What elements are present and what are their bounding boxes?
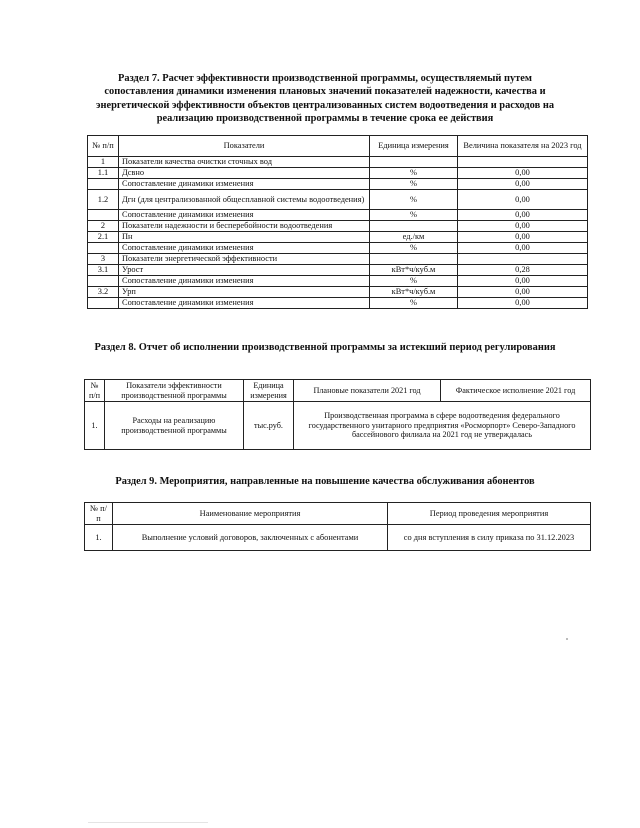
row-unit: тыс.руб.	[244, 402, 294, 450]
row-unit	[370, 221, 458, 232]
table-row	[88, 232, 588, 243]
row-unit	[370, 254, 458, 265]
row-indicator: Сопоставление динамики изменения	[119, 179, 370, 190]
table-header-row	[85, 503, 591, 525]
row-indicator: Дсвно	[119, 168, 370, 179]
row-num: 1.	[85, 525, 113, 551]
row-unit: %	[370, 168, 458, 179]
row-num: 1.	[85, 402, 105, 450]
table-row	[88, 265, 588, 276]
row-unit: %	[370, 243, 458, 254]
row-indicator: Показатели надежности и бесперебойности водоотведения	[119, 221, 370, 232]
table-row	[85, 525, 591, 551]
row-num: 1	[88, 157, 119, 168]
row-value: 0,00	[458, 298, 588, 309]
row-unit: %	[370, 179, 458, 190]
table-row	[88, 287, 588, 298]
header-unit: Единица измерения	[244, 380, 294, 402]
row-value: 0,00	[458, 221, 588, 232]
row-num: 1.2	[88, 190, 119, 210]
row-indicator: Урост	[119, 265, 370, 276]
row-value: 0,28	[458, 265, 588, 276]
row-num	[88, 179, 119, 190]
header-actual: Фактическое исполнение 2021 год	[441, 380, 591, 402]
row-value: 0,00	[458, 276, 588, 287]
row-value: 0,00	[458, 243, 588, 254]
row-indicator: Сопоставление динамики изменения	[119, 276, 370, 287]
table-row	[88, 190, 588, 210]
row-unit	[370, 157, 458, 168]
row-unit: ед./км	[370, 232, 458, 243]
header-name: Наименование мероприятия	[113, 503, 388, 525]
row-unit: кВт*ч/куб.м	[370, 265, 458, 276]
section9-table	[84, 502, 591, 551]
row-value	[458, 254, 588, 265]
row-num	[88, 210, 119, 221]
row-unit: %	[370, 276, 458, 287]
row-num: 2	[88, 221, 119, 232]
header-period: Период проведения мероприятия	[388, 503, 591, 525]
row-num	[88, 243, 119, 254]
scan-edge-mark	[88, 822, 208, 823]
table-header-row	[88, 136, 588, 157]
row-value: 0,00	[458, 179, 588, 190]
row-indicator: Показатели качества очистки сточных вод	[119, 157, 370, 168]
header-indicators: Показатели	[119, 136, 370, 157]
section7-table	[87, 135, 588, 309]
table-row	[88, 168, 588, 179]
row-indicator: Сопоставление динамики изменения	[119, 243, 370, 254]
row-unit: %	[370, 190, 458, 210]
section9-title: Раздел 9. Мероприятия, направленные на повышение качества обслуживания абонентов	[115, 476, 535, 487]
row-value: 0,00	[458, 232, 588, 243]
row-value: 0,00	[458, 168, 588, 179]
row-num: 3.2	[88, 287, 119, 298]
section8-title: Раздел 8. Отчет об исполнении производственной программы за истекший период регулирования	[94, 342, 556, 353]
row-indicator: Пн	[119, 232, 370, 243]
header-indicators: Показатели эффективности производственной программы	[105, 380, 244, 402]
row-num	[88, 276, 119, 287]
row-unit: %	[370, 298, 458, 309]
header-value: Величина показателя на 2023 год	[458, 136, 588, 157]
row-value	[458, 157, 588, 168]
header-planned: Плановые показатели 2021 год	[294, 380, 441, 402]
row-indicator: Сопоставление динамики изменения	[119, 298, 370, 309]
row-indicator: Расходы на реализацию производственной программы	[105, 402, 244, 450]
row-indicator: Сопоставление динамики изменения	[119, 210, 370, 221]
section7-title: Раздел 7. Расчет эффективности производственной программы, осуществляемый путем сопоставления динамики изменения плановых значений показателей надежности, качества и энергетической эффективности объектов централизованных систем водоотведения и расходов на реализацию производственной программы в течение срока ее действия	[95, 73, 555, 125]
table-row	[88, 210, 588, 221]
row-indicator: Показатели энергетической эффективности	[119, 254, 370, 265]
row-period: со дня вступления в силу приказа по 31.12.2023	[388, 525, 591, 551]
table-header-row	[85, 380, 591, 402]
row-value: 0,00	[458, 190, 588, 210]
table-row	[85, 402, 591, 450]
header-unit: Единица измерения	[370, 136, 458, 157]
row-num: 2.1	[88, 232, 119, 243]
row-num: 3.1	[88, 265, 119, 276]
header-num: № п/п	[85, 503, 113, 525]
row-note: Производственная программа в сфере водоотведения федерального государственного унитарного предприятия «Росморпорт» Северо-Западного бассейнового филиала на 2021 год не утверждалась	[294, 402, 591, 450]
row-num: 3	[88, 254, 119, 265]
scan-speck	[566, 638, 568, 640]
row-unit: %	[370, 210, 458, 221]
row-value: 0,00	[458, 210, 588, 221]
table-row	[88, 254, 588, 265]
row-indicator: Дгн (для централизованной общесплавной системы водоотведения)	[119, 190, 370, 210]
row-num: 1.1	[88, 168, 119, 179]
table-row	[88, 179, 588, 190]
section8-table	[84, 379, 591, 450]
table-row	[88, 243, 588, 254]
table-row	[88, 157, 588, 168]
table-row	[88, 276, 588, 287]
table-row	[88, 221, 588, 232]
row-value: 0,00	[458, 287, 588, 298]
header-num: № п/п	[85, 380, 105, 402]
row-indicator: Урп	[119, 287, 370, 298]
row-name: Выполнение условий договоров, заключенных с абонентами	[113, 525, 388, 551]
row-unit: кВт*ч/куб.м	[370, 287, 458, 298]
row-num	[88, 298, 119, 309]
section7-table-body	[88, 157, 588, 309]
header-num: № п/п	[88, 136, 119, 157]
table-row	[88, 298, 588, 309]
